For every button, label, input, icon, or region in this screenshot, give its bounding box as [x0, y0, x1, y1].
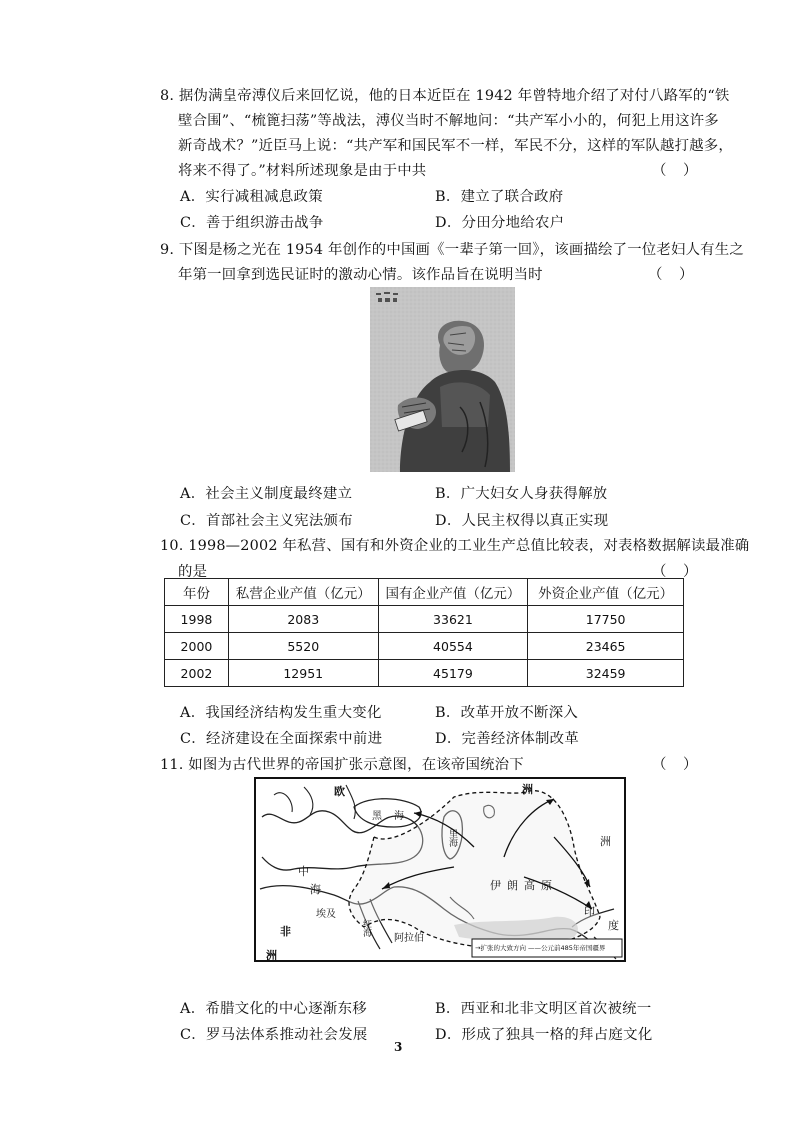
map-legend: →扩张的大致方向 ——公元前485年帝国疆界 — [475, 944, 606, 952]
table-cell: 40554 — [378, 633, 528, 660]
q11-option-a: A．希腊文化的中心逐渐东移 — [180, 1001, 367, 1017]
map-label-black-sea-2: 海 — [394, 811, 404, 822]
empire-map-image — [254, 777, 626, 962]
table-cell: 1998 — [165, 606, 229, 633]
map-label-red-sea: 红海 — [361, 919, 371, 937]
map-label-india-2: 度 — [608, 919, 619, 932]
map-label-africa-2: 洲 — [266, 949, 277, 962]
q10-stem-line-1: 10. 1998—2002 年私营、国有和外资企业的工业生产总值比较表，对表格数据解读最准确 — [160, 538, 750, 554]
q9-option-c: C．首部社会主义宪法颁布 — [180, 513, 353, 529]
table-cell: 17750 — [528, 606, 684, 633]
q11-option-c: C．罗马法体系推动社会发展 — [180, 1027, 368, 1043]
table-cell: 2000 — [165, 633, 229, 660]
old-woman-painting-image — [370, 287, 515, 472]
map-label-egypt: 埃及 — [316, 909, 336, 920]
table-cell: 12951 — [228, 660, 378, 687]
q11-answer-paren: （ ） — [652, 757, 704, 773]
map-label-mediterranean-1: 中 — [298, 865, 309, 878]
q10-option-c: C．经济建设在全面探索中前进 — [180, 731, 383, 747]
q10-data-table — [164, 578, 684, 687]
map-label-iranian-plateau: 伊朗高原 — [490, 879, 558, 892]
map-label-black-sea: 黑 — [372, 811, 382, 822]
q9-option-a: A．社会主义制度最终建立 — [180, 486, 353, 502]
table-header-row — [165, 579, 684, 606]
map-label-europe-2: 洲 — [522, 783, 533, 796]
table-header-state: 国有企业产值（亿元） — [378, 579, 528, 606]
q11-empire-map — [254, 777, 626, 962]
q9-stem-line-2: 年第一回拿到选民证时的激动心情。该作品旨在说明当时 — [178, 267, 543, 283]
map-label-mediterranean-2: 海 — [310, 883, 321, 896]
map-label-india: 印 — [584, 905, 595, 918]
q10-option-b: B．改革开放不断深入 — [435, 705, 579, 721]
q9-stem-line-1: 9. 下图是杨之光在 1954 年创作的中国画《一辈子第一回》，该画描绘了一位老妇人有生之 — [160, 242, 744, 258]
table-row — [165, 606, 684, 633]
table-cell: 45179 — [378, 660, 528, 687]
q8-option-c: C．善于组织游击战争 — [180, 215, 324, 231]
q10-answer-paren: （ ） — [652, 564, 704, 580]
map-label-africa: 非 — [280, 925, 291, 938]
q11-option-b: B．西亚和北非文明区首次被统一 — [435, 1001, 652, 1017]
table-cell: 2002 — [165, 660, 229, 687]
q10-option-a: A．我国经济结构发生重大变化 — [180, 705, 382, 721]
table-cell: 23465 — [528, 633, 684, 660]
table-cell: 2083 — [228, 606, 378, 633]
q9-option-d: D．人民主权得以真正实现 — [435, 513, 609, 529]
q8-stem-line-1: 8. 据伪满皇帝溥仪后来回忆说，他的日本近臣在 1942 年曾特地介绍了对付八路军的“铁 — [160, 88, 730, 104]
q8-option-a: A．实行减租减息政策 — [180, 189, 323, 205]
q8-stem-line-2: 壁合围”、“梳篦扫荡”等战法，溥仪当时不解地问：“共产军小小的，何犯上用这许多 — [178, 113, 719, 129]
table-row — [165, 660, 684, 687]
q10-option-d: D．完善经济体制改革 — [435, 731, 580, 747]
q10-stem-line-2: 的是 — [178, 564, 208, 580]
q9-option-b: B．广大妇女人身获得解放 — [435, 486, 608, 502]
map-label-europe: 欧 — [334, 785, 345, 798]
map-label-caspian: 里海 — [447, 829, 457, 847]
q8-option-d: D．分田分地给农户 — [435, 215, 565, 231]
q11-stem-line: 11. 如图为古代世界的帝国扩张示意图，在该帝国统治下 — [160, 757, 524, 773]
q8-stem-line-4: 将来不得了。”材料所述现象是由于中共 — [178, 163, 427, 179]
table-header-year: 年份 — [165, 579, 229, 606]
map-label-arabia: 阿拉伯 — [394, 933, 424, 944]
table-row — [165, 633, 684, 660]
q8-answer-paren: （ ） — [652, 163, 704, 179]
table-header-foreign: 外资企业产值（亿元） — [528, 579, 684, 606]
table-cell: 32459 — [528, 660, 684, 687]
q11-option-d: D．形成了独具一格的拜占庭文化 — [435, 1027, 653, 1043]
q9-painting — [370, 287, 515, 472]
q9-answer-paren: （ ） — [648, 267, 700, 283]
table-cell: 5520 — [228, 633, 378, 660]
map-label-asia: 洲 — [600, 835, 611, 848]
q8-stem-line-3: 新奇战术？”近臣马上说：“共产军和国民军不一样，军民不分，这样的军队越打越多， — [178, 138, 733, 154]
q8-option-b: B．建立了联合政府 — [435, 189, 564, 205]
page-number: 3 — [394, 1040, 403, 1054]
table-cell: 33621 — [378, 606, 528, 633]
table-header-private: 私营企业产值（亿元） — [228, 579, 378, 606]
